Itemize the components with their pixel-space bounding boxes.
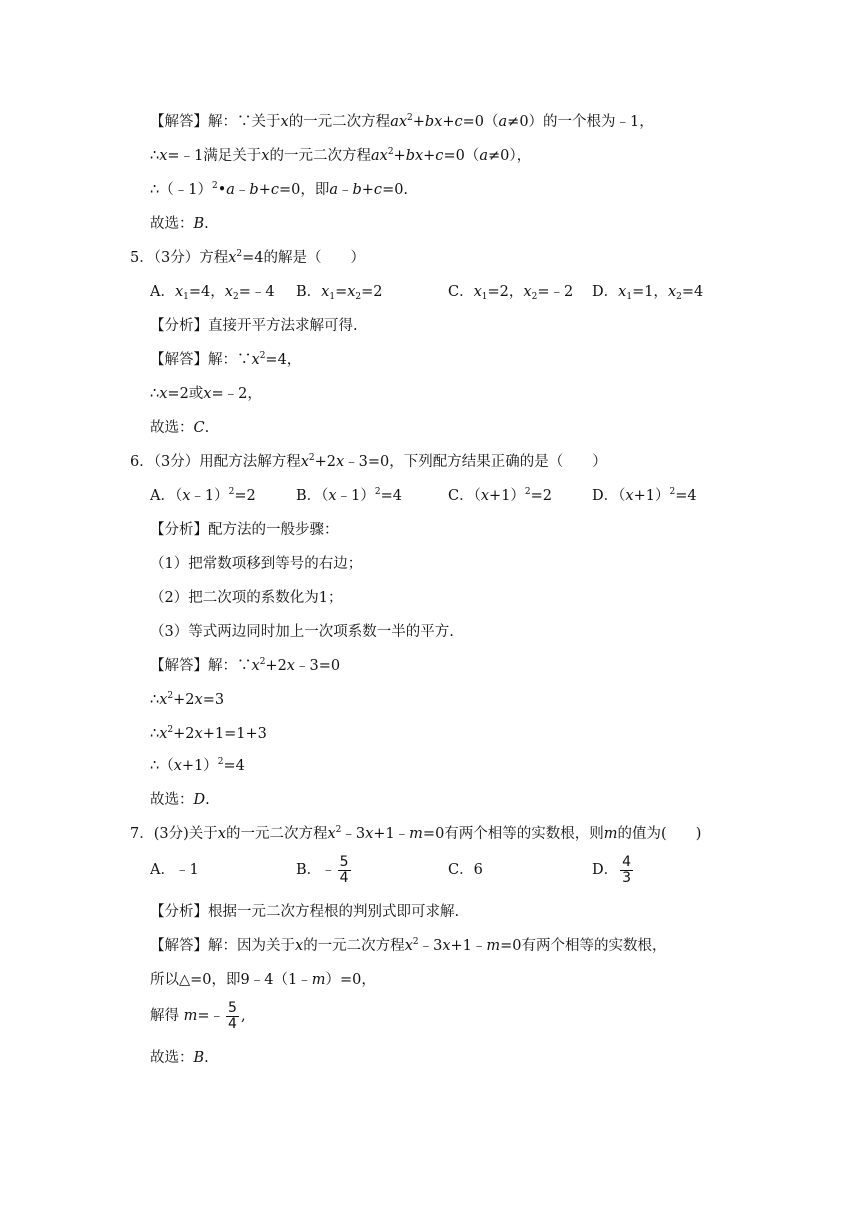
q5-stem: 5．（3分）方程$x^2=4$的解是（ ） <box>130 249 365 266</box>
q5-answer-line-1: 【解答】解：$\because x^2=4$， <box>150 351 302 368</box>
q7-option-b-fraction: $\frac{5}{4}$ <box>339 853 349 886</box>
q7-option-b: B．﹣ $\frac{5}{4}$ <box>296 853 349 886</box>
q6-option-b: B．（x﹣1）$^2$=4 <box>296 487 402 504</box>
q4-answer-line-3: ∴（﹣1）$^2$•a﹣b+c=0，即a﹣b+c=0. <box>150 181 409 198</box>
q6-answer-line-2: $\therefore x^2+2x=3$ <box>150 691 225 708</box>
q7-analysis: 【分析】根据一元二次方程根的判别式即可求解. <box>150 904 460 920</box>
q5-answer-line-2: ∴x=2或x=﹣2， <box>150 386 262 402</box>
q4-choice: 故选：B. <box>150 216 209 232</box>
q6-option-a: A．（x﹣1）$^2$=2 <box>150 487 256 504</box>
q5-option-d: D．$x_1=1$，$x_2=4$ <box>592 284 704 302</box>
q7-answer-line-3: 解得 m=﹣ $\frac{5}{4}$ , <box>150 999 246 1032</box>
q5-option-b: B．$x_1=x_2=2$ <box>296 284 383 302</box>
q7-option-d-fraction: $\frac{4}{3}$ <box>622 853 632 886</box>
q4-answer-line-1: 【解答】解：∵关于x的一元二次方程$ax^2+bx+c=0(a\ne 0)$的一个根为﹣1， <box>150 113 654 130</box>
q6-step-3: （3）等式两边同时加上一次项系数一半的平方. <box>150 624 454 640</box>
q4-answer-line-2: ∴x=﹣1满足关于x的一元二次方程$ax^2+bx+c=0(a\ne 0)$， <box>150 147 532 164</box>
q7-answer-line-2: 所以△=0，即9﹣4（1﹣m）=0， <box>150 972 376 988</box>
q5-option-a: A．$x_1=4$，$x_2=﹣4$ <box>150 284 275 302</box>
q5-option-c: C．$x_1=2$，$x_2=﹣2$ <box>448 284 574 302</box>
q6-choice: 故选：D. <box>150 792 210 808</box>
q7-stem: 7．(3分)关于x的一元二次方程$x^2﹣3x+1﹣m=0$有两个相等的实数根，则m的值为( ) <box>130 825 702 842</box>
q6-analysis: 【分析】配方法的一般步骤： <box>150 522 339 538</box>
q7-option-a: A．﹣1 <box>150 862 199 878</box>
q7-option-c: C．6 <box>448 862 483 878</box>
q7-choice: 故选：B. <box>150 1050 209 1066</box>
q7-answer-line-1: 【解答】解：因为关于x的一元二次方程$x^2﹣3x+1﹣m=0$有两个相等的实数根， <box>150 937 667 954</box>
q7-answer-fraction: $\frac{5}{4}$ <box>228 999 237 1032</box>
q6-answer-line-3: $\therefore x^2+2x+1=1+3$ <box>150 725 267 742</box>
q7-option-d: D． $\frac{4}{3}$ <box>592 853 632 886</box>
q6-step-2: （2）把二次项的系数化为1； <box>150 590 343 606</box>
q5-choice: 故选：C. <box>150 420 210 436</box>
q6-step-1: （1）把常数项移到等号的右边； <box>150 556 363 572</box>
q5-analysis: 【分析】直接开平方法求解可得. <box>150 318 358 334</box>
q6-answer-line-1: 【解答】解：$\because x^2+2x﹣3=0$ <box>150 657 341 674</box>
q7-option-b-sign: ﹣ <box>321 862 336 878</box>
q6-stem: 6．（3分）用配方法解方程$x^2+2x﹣3=0$，下列配方结果正确的是（ ） <box>130 453 607 470</box>
q6-answer-line-4: $\therefore(x+1)^2=4$ <box>150 757 245 774</box>
q6-option-d: D．$(x+1)^2=4$ <box>592 487 697 504</box>
q6-option-c: C．$(x+1)^2=2$ <box>448 487 553 504</box>
